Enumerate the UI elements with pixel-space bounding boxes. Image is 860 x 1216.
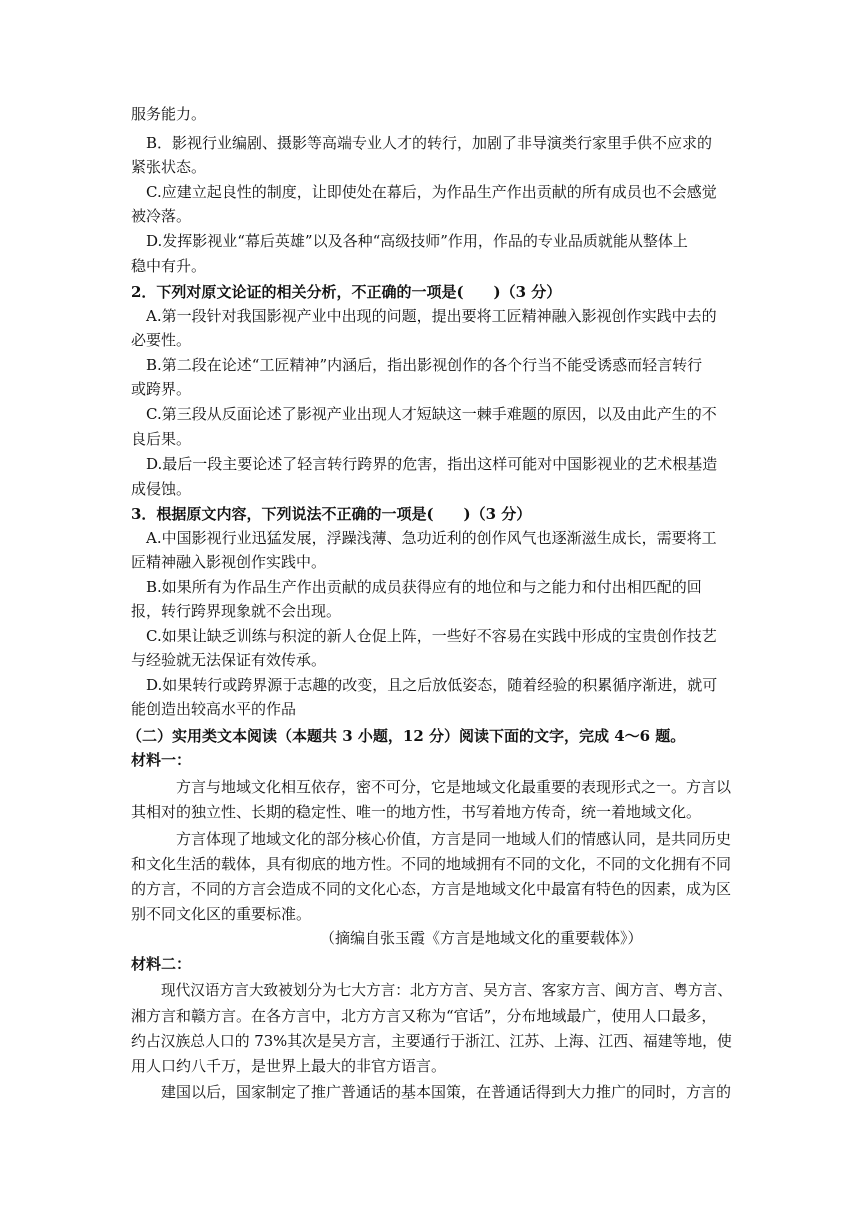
text-line: 或跨界。 <box>131 380 192 398</box>
text-line: 良后果。 <box>131 430 192 448</box>
paragraph-line: 用人口约八千万，是世界上最大的非官方语言。 <box>131 1057 447 1075</box>
paragraph-line: 约占汉族总人口的 73%其次是吴方言，主要通行于浙江、江苏、上海、江西、福建等地，使 <box>131 1032 732 1050</box>
paragraph-line: 其相对的独立性、长期的稳定性、唯一的地方性，书写着地方传奇，统一着地域文化。 <box>131 803 702 821</box>
option-b-line: B.第二段在论述“工匠精神”内涵后，指出影视创作的各个行当不能受诱惑而轻言转行 <box>146 356 703 374</box>
text-line: 能创造出较高水平的作品 <box>131 700 297 718</box>
option-c-line: C.应建立起良性的制度，让即使处在幕后，为作品生产作出贡献的所有成员也不会感觉 <box>146 183 717 201</box>
option-a-line: A.第一段针对我国影视产业中出现的问题，提出要将工匠精神融入影视创作实践中去的 <box>146 307 717 325</box>
paragraph-line: 的方言，不同的方言会造成不同的文化心态，方言是地域文化中最富有特色的因素，成为区 <box>131 880 732 898</box>
option-b-line: B．影视行业编剧、摄影等高端专业人才的转行，加剧了非导演类行家里手供不应求的 <box>146 134 713 152</box>
material-2-heading: 材料二： <box>131 955 192 973</box>
option-d-line: D.发挥影视业“幕后英雄”以及各种“高级技师”作用，作品的专业品质就能从整体上 <box>146 232 688 250</box>
option-d-line: D.如果转行或跨界源于志趣的改变，且之后放低姿态，随着经验的积累循序渐进，就可 <box>146 676 718 694</box>
paragraph-line: 现代汉语方言大致被划分为七大方言：北方方言、吴方言、客家方言、闽方言、粤方言、 <box>161 981 732 999</box>
text-line: 与经验就无法保证有效传承。 <box>131 651 327 669</box>
text-line: 服务能力。 <box>131 105 207 123</box>
text-line: 被冷落。 <box>131 207 192 225</box>
option-b-line: B.如果所有为作品生产作出贡献的成员获得应有的地位和与之能力和付出相匹配的回 <box>146 578 702 596</box>
paragraph-line: 湘方言和赣方言。在各方言中，北方方言又称为“官话”，分布地域最广，使用人口最多， <box>131 1007 717 1025</box>
paragraph-line: 方言体现了地域文化的部分核心价值，方言是同一地域人们的情感认同，是共同历史 <box>176 830 732 848</box>
option-c-line: C.第三段从反面论述了影视产业出现人才短缺这一棘手难题的原因，以及由此产生的不 <box>146 405 717 423</box>
section-heading: （二）实用类文本阅读（本题共 3 小题，12 分）阅读下面的文字，完成 4～6 题。 <box>127 727 686 745</box>
paragraph-line: 方言与地域文化相互依存，密不可分，它是地域文化最重要的表现形式之一。方言以 <box>176 778 732 796</box>
paragraph-line: 建国以后，国家制定了推广普通话的基本国策，在普通话得到大力推广的同时，方言的 <box>161 1083 732 1101</box>
text-line: 匠精神融入影视创作实践中。 <box>131 553 327 571</box>
text-line: 紧张状态。 <box>131 158 207 176</box>
question-3: 3．根据原文内容，下列说法不正确的一项是( )（3 分） <box>131 505 532 523</box>
paragraph-line: 和文化生活的载体，具有彻底的地方性。不同的地域拥有不同的文化，不同的文化拥有不同 <box>131 855 732 873</box>
text-line: 成侵蚀。 <box>131 480 192 498</box>
source-citation: （摘编自张玉霞《方言是地域文化的重要载体》） <box>320 929 643 947</box>
option-a-line: A.中国影视行业迅猛发展，浮躁浅薄、急功近利的创作风气也逐渐滋生成长，需要将工 <box>146 529 717 547</box>
text-line: 报，转行跨界现象就不会出现。 <box>131 602 342 620</box>
option-c-line: C.如果让缺乏训练与积淀的新人仓促上阵，一些好不容易在实践中形成的宝贵创作技艺 <box>146 627 717 645</box>
paragraph-line: 别不同文化区的重要标准。 <box>131 905 312 923</box>
material-1-heading: 材料一： <box>131 751 192 769</box>
text-line: 必要性。 <box>131 331 192 349</box>
question-2: 2．下列对原文论证的相关分析，不正确的一项是( )（3 分） <box>131 283 562 301</box>
text-line: 稳中有升。 <box>131 257 207 275</box>
option-d-line: D.最后一段主要论述了轻言转行跨界的危害，指出这样可能对中国影视业的艺术根基造 <box>146 455 718 473</box>
